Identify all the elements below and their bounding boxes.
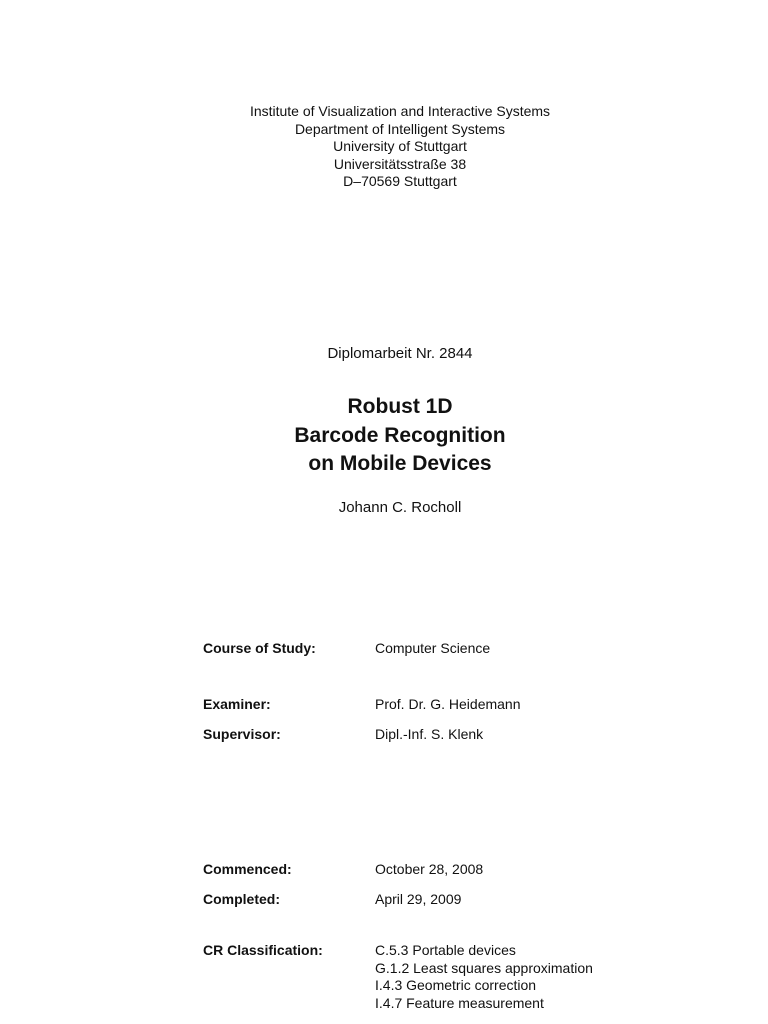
commenced-value: October 28, 2008: [375, 861, 484, 877]
university-name: University of Stuttgart: [333, 138, 467, 154]
institution-block: [0, 103, 768, 191]
supervisor-label: Supervisor:: [203, 726, 281, 742]
cr-classification-item: C.5.3 Portable devices: [375, 942, 516, 958]
street-address: Universitätsstraße 38: [333, 155, 467, 172]
completed-label: Completed:: [203, 891, 280, 907]
cr-classification-item: I.4.3 Geometric correction: [375, 977, 537, 993]
cr-classification-item: I.4.7 Feature measurement: [375, 994, 544, 1011]
cr-classification-item: G.1.2 Least squares approximation: [375, 959, 593, 976]
cr-classification-values: [375, 942, 593, 1012]
cr-classification-label: CR Classification:: [203, 942, 323, 958]
examiner-label: Examiner:: [203, 696, 271, 712]
course-label: Course of Study:: [203, 640, 316, 656]
commenced-label: Commenced:: [203, 861, 292, 877]
postal-city: D–70569 Stuttgart: [343, 173, 457, 189]
course-value: Computer Science: [375, 640, 491, 656]
title-line-3: on Mobile Devices: [308, 452, 492, 475]
examiner-value: Prof. Dr. G. Heidemann: [375, 696, 521, 712]
title-line-1: Robust 1D: [347, 395, 453, 418]
title-line-2: Barcode Recognition: [294, 423, 506, 447]
thesis-title: [0, 393, 768, 479]
author-name: Johann C. Rocholl: [338, 499, 462, 516]
institute-name: Institute of Visualization and Interactive Systems: [249, 103, 551, 119]
department-name: Department of Intelligent Systems: [294, 120, 506, 137]
completed-value: April 29, 2009: [375, 891, 462, 907]
thesis-number: Diplomarbeit Nr. 2844: [327, 345, 473, 362]
supervisor-value: Dipl.-Inf. S. Klenk: [375, 726, 484, 742]
